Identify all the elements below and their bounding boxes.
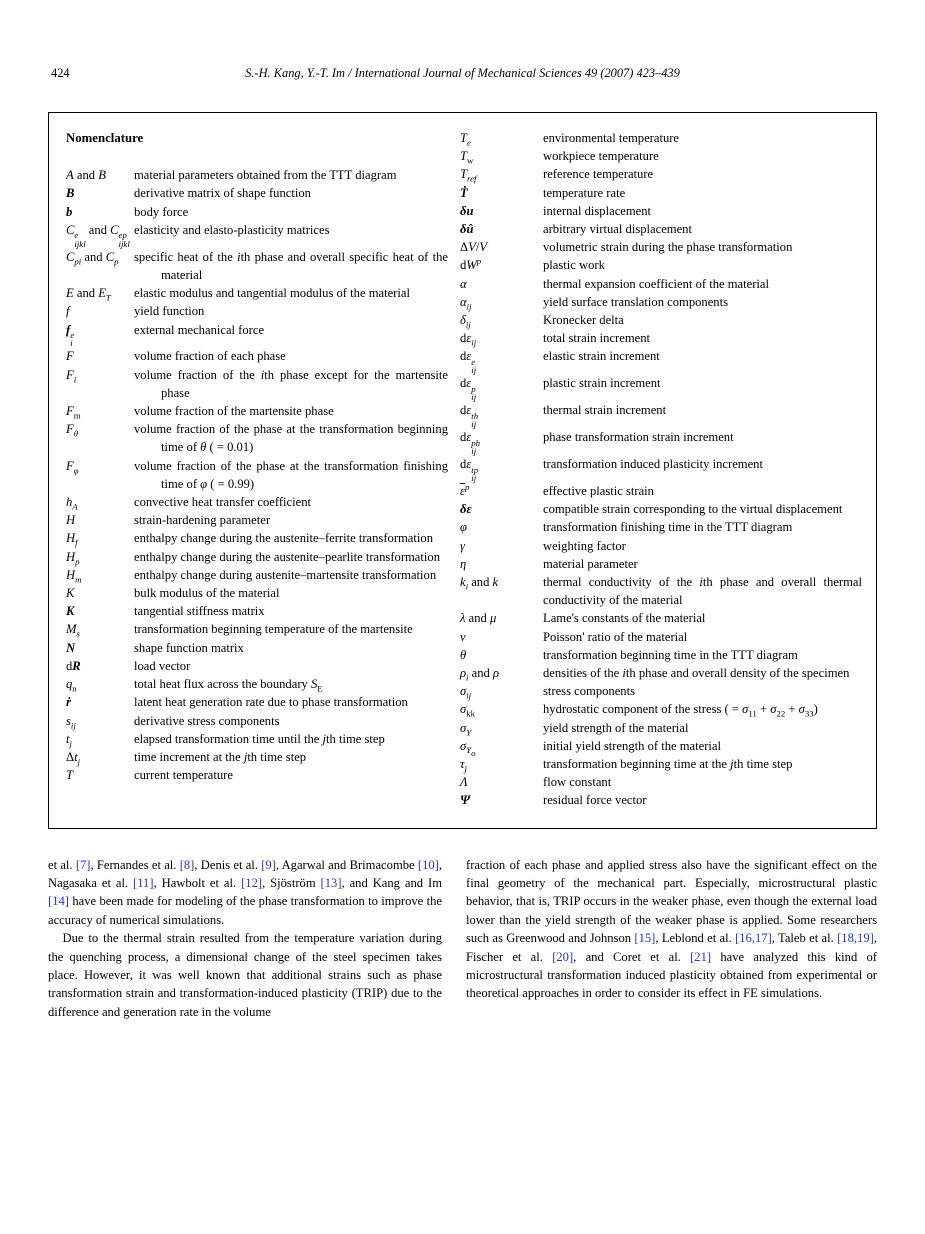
nomenclature-title: Nomenclature [66, 131, 144, 145]
symbol: C e ijkl and C ep ijkl [66, 222, 130, 249]
nomenclature-entry [460, 311, 862, 329]
definition: weighting factor [543, 538, 626, 553]
definition: volumetric strain during the phase transformation [543, 240, 793, 255]
definition: total heat flux across the boundary $S_E$ [134, 677, 323, 694]
nomenclature-entry [66, 566, 448, 584]
symbol: $\overline{\varepsilon}^p$ [460, 481, 470, 498]
definition: residual force vector [543, 793, 647, 808]
nomenclature-entry [66, 402, 448, 420]
definition: elastic modulus and tangential modulus of the material [134, 286, 410, 301]
symbol: $F_i$ [66, 367, 77, 385]
definition: transformation finishing time in the TTT diagram [543, 520, 793, 535]
definition: plastic strain increment [543, 376, 661, 391]
definition: volume fraction of the phase at the transformation beginning time of θ ( = 0.01) [134, 422, 448, 455]
nomenclature-entry [460, 428, 862, 455]
symbol: A and B [66, 168, 106, 183]
symbol: Ψ [460, 793, 471, 808]
nomenclature-entry [66, 584, 448, 602]
nomenclature-entry [66, 620, 448, 638]
symbol: $F_m$ [66, 404, 81, 421]
nomenclature-entry [66, 529, 448, 547]
symbol: $F_\theta$ [66, 422, 79, 439]
nomenclature-column-right [460, 129, 862, 810]
nomenclature-entry [460, 238, 862, 256]
definition: densities of the ith phase and overall density of the specimen [543, 666, 850, 680]
symbol: $C_{pi}$ and $C_p$ [66, 249, 119, 267]
definition: time increment at the jth time step [134, 749, 307, 764]
citation-link[interactable]: [11] [133, 876, 154, 891]
nomenclature-entry [460, 256, 862, 274]
nomenclature-entry [66, 457, 448, 493]
definition: volume fraction of each phase [134, 349, 286, 364]
symbol: δε [460, 502, 472, 517]
nomenclature-entry [66, 493, 448, 511]
definition: compatible strain corresponding to the virtual displacement [543, 502, 843, 517]
definition: material parameter [543, 556, 638, 571]
definition: thermal conductivity of the ith phase and overall thermal conductivity of the material [543, 574, 862, 608]
nomenclature-entry [460, 609, 862, 627]
citation-link[interactable]: [21] [690, 949, 712, 964]
symbol: $\sigma_{kk}$ [460, 702, 476, 719]
definition: transformation beginning time at the jth time step [543, 757, 793, 772]
nomenclature-entry [66, 347, 448, 365]
citation-link[interactable]: [12] [241, 876, 263, 891]
nomenclature-entry [66, 657, 448, 675]
definition: yield function [134, 304, 205, 319]
definition: yield strength of the material [543, 720, 689, 735]
symbol: $\delta_{ij}$ [460, 313, 471, 330]
definition: total strain increment [543, 331, 651, 346]
definition: body force [134, 204, 189, 219]
nomenclature-entry [66, 203, 448, 221]
symbol: $T_{ref}$ [460, 167, 477, 184]
symbol: δu [460, 203, 474, 218]
nomenclature-entry [460, 165, 862, 183]
nomenclature-entry [460, 664, 862, 682]
nomenclature-list-right [460, 129, 862, 810]
symbol: b [66, 204, 73, 219]
nomenclature-entry [460, 374, 862, 401]
definition: derivative stress components [134, 713, 280, 728]
nomenclature-entry [460, 401, 862, 428]
definition: yield surface translation components [543, 294, 729, 309]
body-text [48, 856, 877, 1022]
symbol: $F_\varphi$ [66, 458, 79, 476]
symbol: λ and μ [460, 611, 497, 626]
citation-link[interactable]: [15] [634, 931, 656, 946]
nomenclature-entry [460, 518, 862, 536]
page-header [48, 66, 877, 86]
citation-link[interactable]: [14] [48, 894, 69, 909]
nomenclature-entry [460, 293, 862, 311]
nomenclature-entry [66, 366, 448, 402]
nomenclature-entry [460, 347, 862, 374]
definition: phase transformation strain increment [543, 430, 734, 445]
nomenclature-entry [460, 573, 862, 609]
definition: enthalpy change during austenite–martensite transformation [134, 567, 437, 582]
definition: tangential stiffness matrix [134, 604, 265, 619]
nomenclature-entry [460, 220, 862, 238]
citation-link[interactable]: [9] [261, 857, 276, 872]
definition: material parameters obtained from the TTT diagram [134, 168, 397, 183]
definition: volume fraction of the phase at the transformation finishing time of φ ( = 0.99) [134, 458, 448, 491]
definition: hydrostatic component of the stress ( = $\sigma_{11} + \sigma_{22} + \sigma_{33}$) [543, 702, 818, 719]
journal-header: S.-H. Kang, Y.-T. Im / International Journal of Mechanical Sciences 49 (2007) 423–439 [245, 66, 680, 80]
nomenclature-entry [460, 555, 862, 573]
symbol: dε p ij [460, 376, 477, 403]
definition: enthalpy change during the austenite–ferrite transformation [134, 531, 433, 546]
definition: reference temperature [543, 167, 654, 182]
symbol: $T_e$ [460, 131, 471, 148]
definition: internal displacement [543, 203, 652, 218]
symbol: N [66, 640, 76, 655]
definition: workpiece temperature [543, 149, 659, 164]
nomenclature-entry [460, 628, 862, 646]
symbol: γ [460, 538, 465, 553]
definition: load vector [134, 658, 191, 673]
nomenclature-entry [66, 166, 448, 184]
symbol: $dW^p$ [460, 256, 482, 273]
definition: volume fraction of the martensite phase [134, 404, 334, 419]
nomenclature-entry [460, 755, 862, 773]
nomenclature-entry [66, 248, 448, 284]
definition: enthalpy change during the austenite–pearlite transformation [134, 549, 440, 564]
nomenclature-entry [66, 221, 448, 248]
symbol: f e i [66, 322, 75, 349]
nomenclature-entry [460, 737, 862, 759]
symbol: B [66, 186, 75, 201]
citation-link[interactable]: [8] [179, 857, 195, 872]
symbol: $T_w$ [460, 149, 474, 166]
nomenclature-entry [66, 748, 448, 766]
page-number: 424 [51, 66, 70, 80]
nomenclature-entry [66, 511, 448, 529]
nomenclature-entry [66, 284, 448, 302]
symbol: $t_j$ [66, 731, 72, 749]
symbol: $s_{ij}$ [66, 713, 76, 731]
symbol: T [66, 768, 74, 783]
definition: transformation beginning temperature of the martensite [134, 622, 413, 637]
definition: temperature rate [543, 185, 626, 200]
paragraph: fraction of each phase and applied stress also have the significant effect on the final geometry of the mechanical part. Especially, microstructural plastic behavior, that is, TRIP occurs in the weaker phase, even though the external load lower than the yield strength of the weaker phase is applied. Some researchers such as Greenwood and Johnson [15], Leblond et al. [16,17], Taleb et al. [18,19], Fischer et al. [20], and Coret et al. [21] have analyzed this kind of microstructural transformation induced plasticity obtained from experimental or theoretical approaches in order to consider its effect in FE simulations. [466, 857, 877, 1001]
symbol: f [66, 304, 70, 319]
definition: current temperature [134, 768, 233, 783]
symbol: Λ [460, 775, 468, 790]
symbol: α [460, 276, 467, 291]
symbol: ṙ [66, 695, 71, 710]
nomenclature-entry [66, 184, 448, 202]
nomenclature-entry [460, 537, 862, 555]
nomenclature-entry [66, 639, 448, 657]
symbol: dε tp ij [460, 457, 479, 483]
definition: elastic strain increment [543, 349, 660, 364]
definition: Lame's constants of the material [543, 611, 706, 626]
symbol: $\sigma_Y$ [460, 720, 472, 738]
definition: effective plastic strain [543, 483, 654, 498]
definition: Poisson' ratio of the material [543, 629, 688, 644]
nomenclature-entry [460, 275, 862, 293]
symbol: dR [66, 658, 81, 673]
citation-link[interactable]: [7] [75, 857, 91, 872]
definition: shape function matrix [134, 640, 244, 655]
symbol: $k_i$ and k [460, 574, 499, 592]
nomenclature-entry [460, 682, 862, 700]
definition: elapsed transformation time until the jth time step [134, 731, 385, 746]
symbol: dε ph ij [460, 430, 481, 456]
nomenclature-entry [460, 482, 862, 500]
nomenclature-entry [66, 602, 448, 620]
definition: thermal expansion coefficient of the material [543, 276, 770, 291]
symbol: $\sigma_{Y_o}$ [460, 738, 476, 759]
nomenclature-entry [460, 147, 862, 165]
symbol: $q_n$ [66, 677, 77, 694]
nomenclature-entry [460, 700, 862, 718]
symbol: dε e ij [460, 349, 477, 376]
definition: latent heat generation rate due to phase transformation [134, 695, 408, 710]
body-column-left [48, 856, 442, 1022]
nomenclature-entry [460, 329, 862, 347]
nomenclature-entry [66, 712, 448, 730]
citation-link[interactable]: [20] [552, 949, 574, 964]
symbol: η [460, 556, 467, 571]
definition: convective heat transfer coefficient [134, 495, 312, 510]
symbol: $\Delta t_j$ [66, 749, 81, 767]
symbol: $h_A$ [66, 495, 78, 512]
symbol: $H_f$ [66, 531, 78, 548]
nomenclature-entry [66, 321, 448, 348]
nomenclature-entry [460, 719, 862, 737]
nomenclature-entry [460, 129, 862, 147]
symbol: E and $E_T$ [66, 286, 111, 303]
nomenclature-entry [66, 766, 448, 784]
symbol: $\tau_j$ [460, 757, 467, 774]
paragraph: et al. [7], Fernandes et al. [8], Denis et al. [9], Agarwal and Brimacombe [10], Nagasaka et al. [11], Hawbolt et al. [12], Sjöström [13], and Kang and Im [14] have been made for modeling of the phase transformation to improve the accuracy of numerical simulations. [48, 857, 443, 927]
symbol: K [66, 586, 75, 601]
paragraph: Due to the thermal strain resulted from the temperature variation during the quenching process, a dimensional change of the steel specimen takes place. However, it was well known that additional strains such as phase transformation strain and transformation-induced plasticity (TRIP) due to the difference and generation rate in the volume [48, 931, 442, 1019]
nomenclature-column-left [66, 129, 448, 810]
definition: plastic work [543, 258, 605, 273]
definition: derivative matrix of shape function [134, 186, 311, 201]
nomenclature-entry [66, 730, 448, 748]
nomenclature-entry [460, 500, 862, 518]
definition: bulk modulus of the material [134, 586, 280, 601]
symbol: $H_m$ [66, 567, 82, 585]
nomenclature-box [48, 112, 877, 829]
nomenclature-entry [460, 791, 862, 809]
definition: volume fraction of the ith phase except for the martensite phase [134, 367, 448, 400]
symbol: δû [460, 222, 474, 237]
symbol: K [66, 604, 75, 619]
symbol: $M_s$ [66, 622, 80, 639]
symbol: $\alpha_{ij}$ [460, 294, 472, 312]
nomenclature-columns [66, 129, 862, 810]
definition: elasticity and elasto-plasticity matrices [134, 222, 330, 237]
citation-link[interactable]: [18,19] [837, 931, 874, 946]
definition: strain-hardening parameter [134, 513, 271, 528]
definition: specific heat of the ith phase and overall specific heat of the material [134, 249, 449, 282]
definition: Kronecker delta [543, 313, 624, 328]
definition: environmental temperature [543, 131, 680, 145]
definition: thermal strain increment [543, 403, 667, 418]
symbol: $d\varepsilon_{ij}$ [460, 331, 477, 348]
citation-link[interactable]: [10] [417, 857, 439, 872]
nomenclature-entry [66, 693, 448, 711]
symbol: F [66, 349, 74, 364]
nomenclature-entry [66, 302, 448, 320]
symbol: φ [460, 520, 467, 535]
symbol: $H_p$ [66, 549, 80, 567]
definition: stress components [543, 684, 635, 699]
definition: transformation induced plasticity increment [543, 457, 763, 472]
nomenclature-list-left [66, 166, 448, 784]
citation-link[interactable]: [16,17] [735, 931, 772, 946]
symbol: $\sigma_{ij}$ [460, 684, 472, 701]
nomenclature-entry [460, 184, 862, 202]
definition: external mechanical force [134, 322, 265, 337]
citation-link[interactable]: [13] [320, 876, 342, 891]
definition: initial yield strength of the material [543, 738, 722, 753]
symbol: H [66, 513, 76, 528]
symbol: ΔV/V [460, 240, 488, 255]
symbol: ν [460, 629, 466, 644]
definition: flow constant [543, 775, 612, 790]
body-column-right [466, 856, 877, 1022]
nomenclature-entry [460, 773, 862, 791]
nomenclature-entry [66, 675, 448, 693]
symbol: $\rho_i$ and ρ [460, 666, 500, 683]
definition: transformation beginning time in the TTT diagram [543, 647, 798, 662]
nomenclature-entry [460, 646, 862, 664]
symbol: dε th ij [460, 403, 479, 429]
symbol: θ [460, 647, 467, 662]
nomenclature-entry [460, 202, 862, 220]
nomenclature-entry [460, 455, 862, 482]
symbol: Ṫ [460, 185, 468, 200]
nomenclature-entry [66, 548, 448, 566]
definition: arbitrary virtual displacement [543, 222, 692, 237]
nomenclature-entry [66, 420, 448, 456]
